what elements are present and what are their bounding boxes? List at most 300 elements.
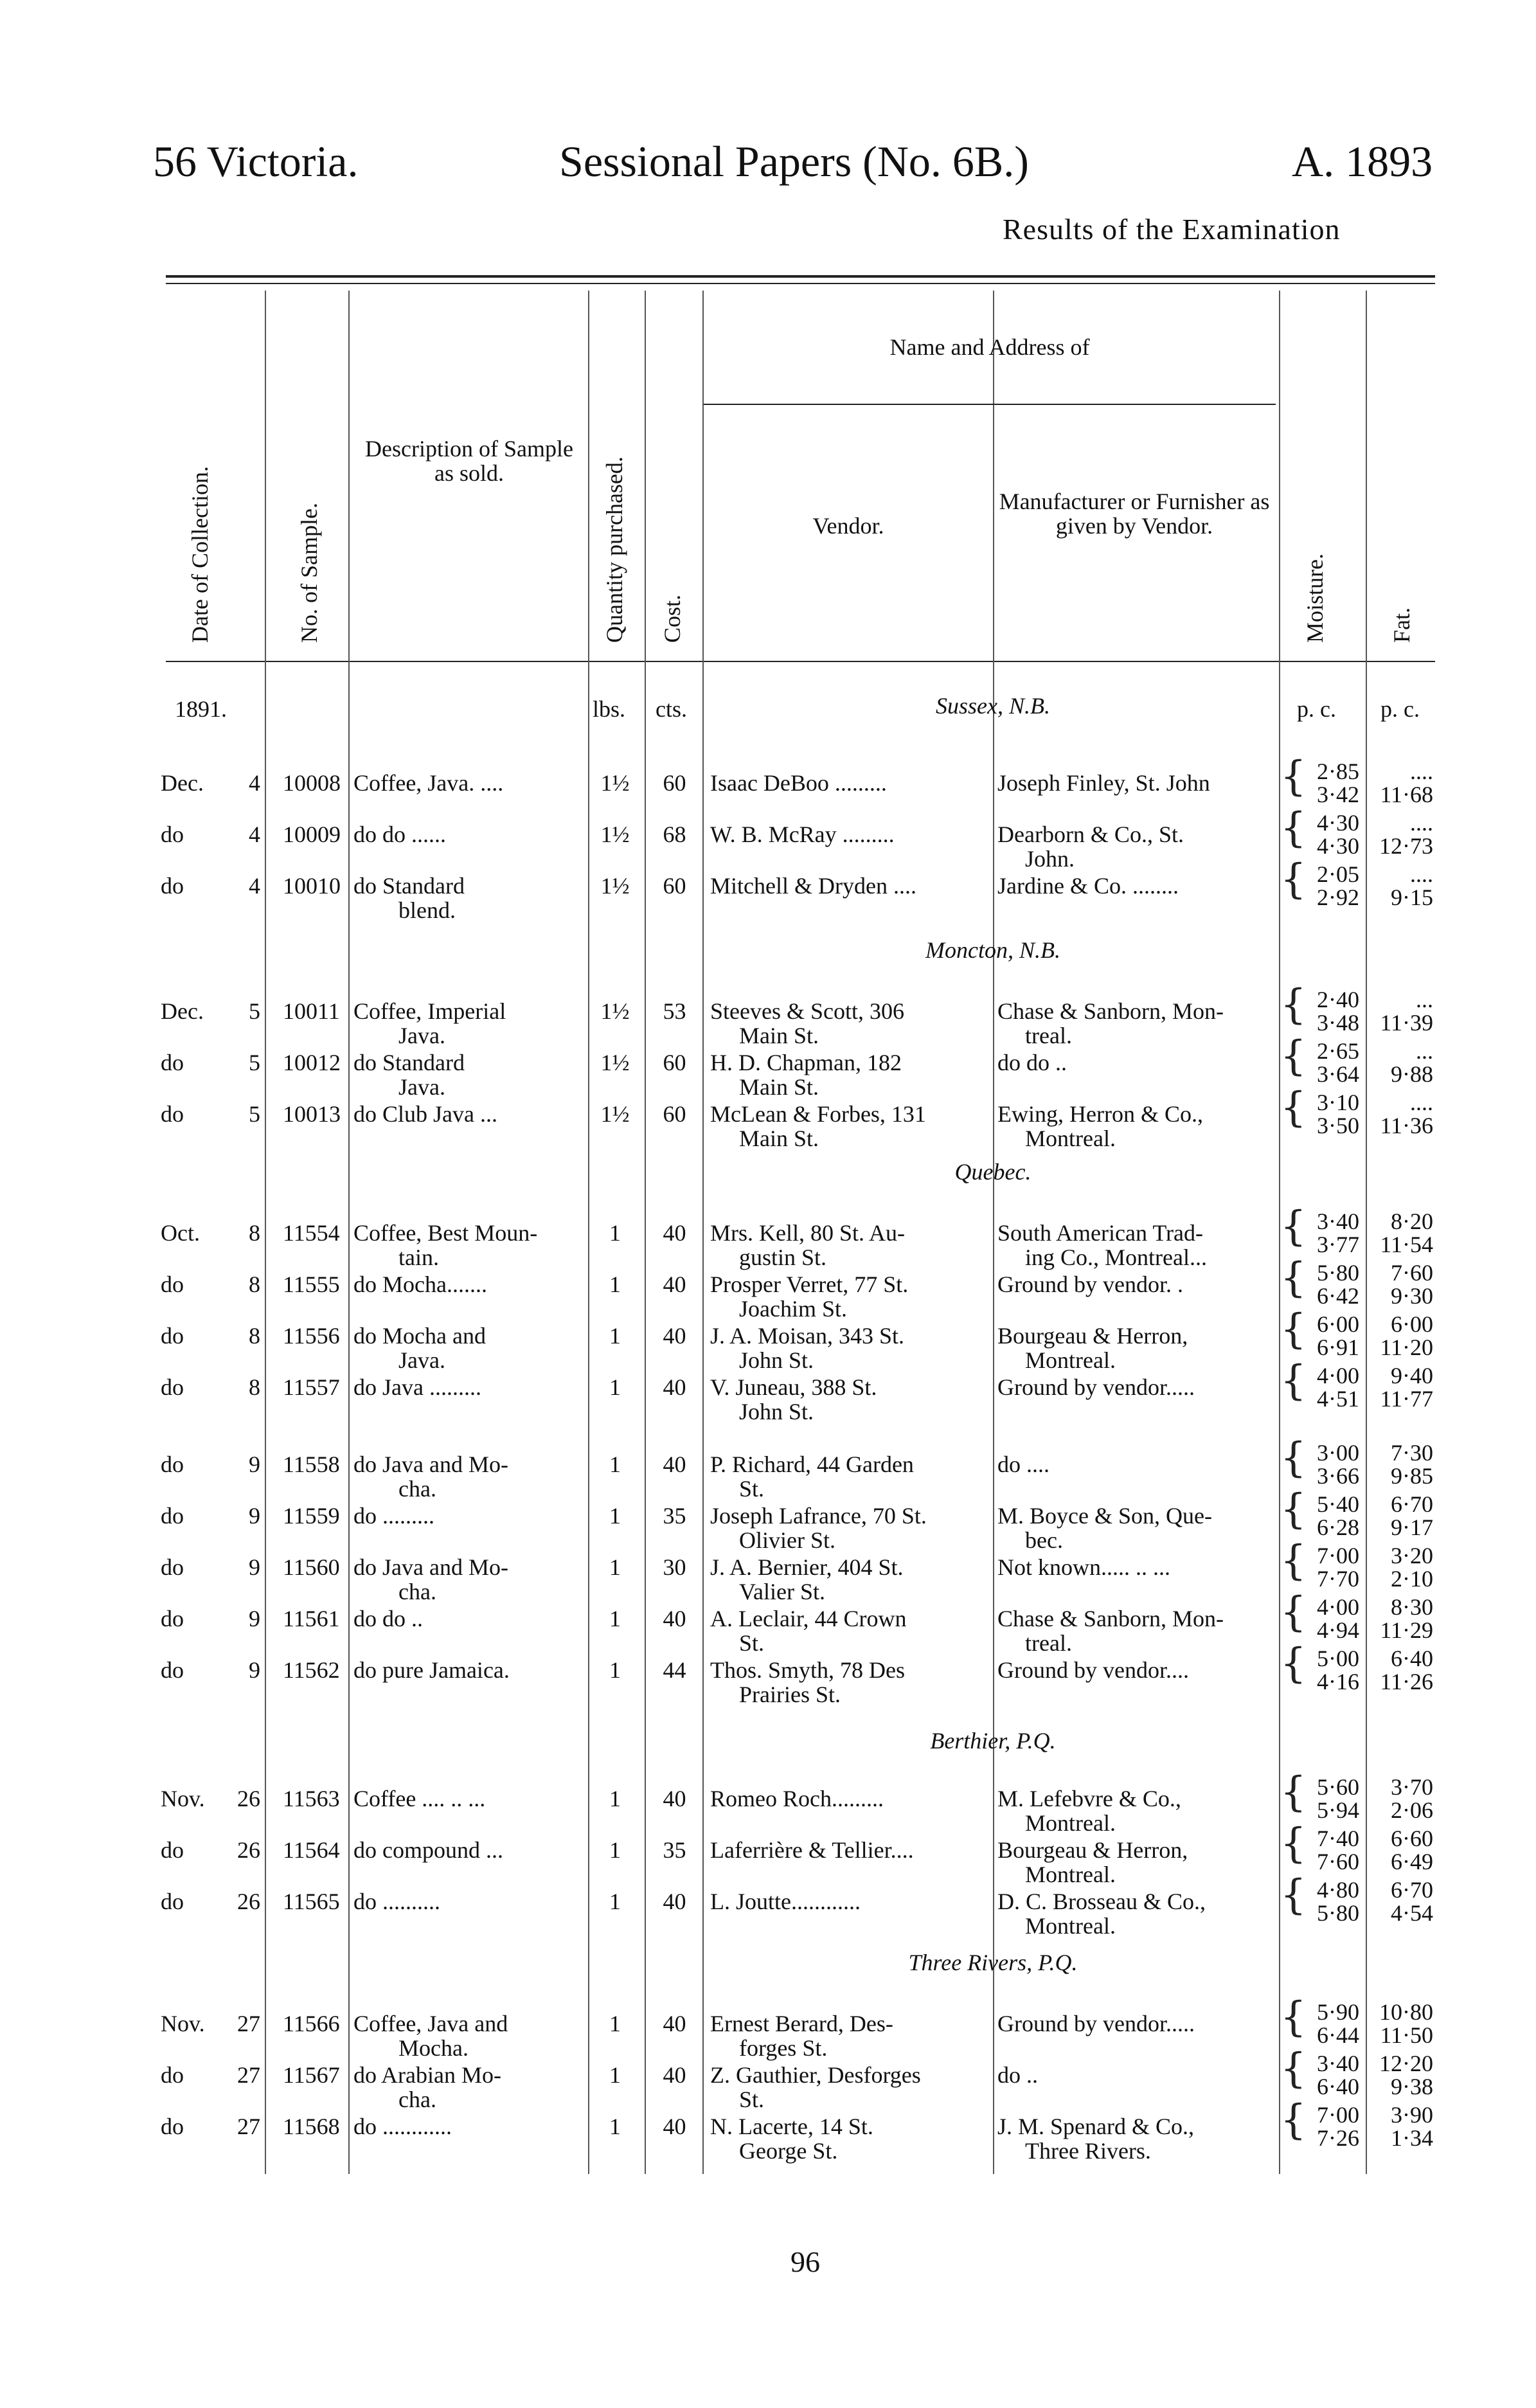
vendor-cell: W. B. McRay .........	[710, 822, 895, 847]
vendor-cell: H. D. Chapman, 182	[710, 1050, 902, 1075]
column-divider	[993, 291, 994, 2174]
col-quantity: Quantity purchased.	[602, 456, 627, 643]
sample-cell: 11566	[283, 2011, 340, 2036]
manufacturer-cell: do ..	[997, 2062, 1038, 2088]
section-place: Moncton, N.B.	[925, 937, 1060, 963]
cost-cell: 53	[663, 998, 686, 1024]
brace-mark: {	[1280, 804, 1307, 852]
cost-cell: 60	[663, 1050, 686, 1075]
cost-cell: 40	[663, 1889, 686, 1914]
vendor-cell: Ernest Berard, Des-	[710, 2011, 893, 2036]
manufacturer-cont: bec.	[1025, 1527, 1063, 1553]
fat-value: 9·88	[1391, 1061, 1433, 1087]
manufacturer-cell: do ....	[997, 1451, 1049, 1477]
cost-cell: 40	[663, 2011, 686, 2036]
description-cont: blend.	[398, 897, 456, 923]
description-cell: Coffee, Best Moun-	[353, 1220, 538, 1246]
top-rule-2	[166, 283, 1435, 284]
fat-value: ...	[1416, 1038, 1433, 1064]
date-cell: Dec.	[161, 998, 204, 1024]
sample-cell: 10012	[283, 1050, 341, 1075]
fat-value: 11·36	[1380, 1113, 1433, 1138]
description-cont: tain.	[398, 1244, 439, 1270]
moisture-value: 3·40	[1317, 2051, 1359, 2076]
sample-cell: 11558	[283, 1451, 340, 1477]
manufacturer-cont: John.	[1025, 846, 1075, 872]
section-place: Sussex, N.B.	[936, 693, 1050, 719]
brace-mark: {	[1280, 1434, 1307, 1482]
day-cell: 26	[237, 1786, 260, 1811]
vendor-cont: Joachim St.	[739, 1296, 847, 1322]
moisture-value: 6·44	[1317, 2022, 1359, 2048]
description-cell: Coffee, Java and	[353, 2011, 508, 2036]
top-rule	[166, 275, 1435, 278]
date-cell: do	[161, 2062, 184, 2088]
brace-mark: {	[1280, 1820, 1307, 1867]
description-cont: cha.	[398, 2087, 436, 2112]
date-cell: do	[161, 1374, 184, 1400]
cost-cell: 60	[663, 770, 686, 796]
vendor-cell: Mitchell & Dryden ....	[710, 873, 916, 899]
quantity-cell: 1	[609, 1606, 621, 1631]
brace-mark: {	[1280, 1588, 1307, 1636]
unit-moisture: p. c.	[1297, 696, 1336, 722]
sample-cell: 10011	[283, 998, 340, 1024]
day-cell: 4	[249, 822, 260, 847]
day-cell: 4	[249, 873, 260, 899]
description-cont: Java.	[398, 1074, 445, 1100]
vendor-cont: Olivier St.	[739, 1527, 835, 1553]
moisture-value: 3·10	[1317, 1090, 1359, 1115]
quantity-cell: 1	[609, 1889, 621, 1914]
quantity-cell: 1½	[600, 770, 630, 796]
header-left: 56 Victoria.	[153, 137, 359, 186]
moisture-value: 6·42	[1317, 1283, 1359, 1309]
vendor-cell: Steeves & Scott, 306	[710, 998, 904, 1024]
fat-value: 11·20	[1380, 1334, 1433, 1360]
name-address-rule	[704, 404, 1276, 405]
cost-cell: 40	[663, 1374, 686, 1400]
date-cell: do	[161, 1451, 184, 1477]
quantity-cell: 1½	[600, 998, 630, 1024]
sample-cell: 10010	[283, 873, 341, 899]
moisture-value: 4·30	[1317, 810, 1359, 836]
description-cell: do Mocha.......	[353, 1271, 487, 1297]
moisture-value: 4·30	[1317, 833, 1359, 859]
brace-mark: {	[1280, 1032, 1307, 1080]
moisture-value: 3·66	[1317, 1463, 1359, 1489]
manufacturer-cell: Chase & Sanborn, Mon-	[997, 1606, 1224, 1631]
brace-mark: {	[1280, 1993, 1307, 2041]
vendor-cont: John St.	[739, 1347, 814, 1373]
brace-mark: {	[1280, 1357, 1307, 1405]
sample-cell: 11560	[283, 1554, 340, 1580]
page-subtitle: Results of the Examination	[1003, 213, 1341, 246]
day-cell: 9	[249, 1451, 260, 1477]
vendor-cell: Isaac DeBoo .........	[710, 770, 887, 796]
manufacturer-cell: South American Trad-	[997, 1220, 1203, 1246]
day-cell: 9	[249, 1554, 260, 1580]
description-cell: Coffee .... .. ...	[353, 1786, 486, 1811]
fat-value: 2·10	[1391, 1566, 1433, 1592]
sample-cell: 11556	[283, 1323, 340, 1349]
sample-cell: 11568	[283, 2114, 340, 2139]
manufacturer-cell: Not known..... .. ...	[997, 1554, 1170, 1580]
manufacturer-cell: Dearborn & Co., St.	[997, 822, 1184, 847]
moisture-value: 3·64	[1317, 1061, 1359, 1087]
description-cell: do ............	[353, 2114, 452, 2139]
cost-cell: 30	[663, 1554, 686, 1580]
vendor-cell: McLean & Forbes, 131	[710, 1101, 926, 1127]
date-cell: Nov.	[161, 2011, 205, 2036]
manufacturer-cell: Chase & Sanborn, Mon-	[997, 998, 1224, 1024]
moisture-value: 5·40	[1317, 1491, 1359, 1517]
fat-value: ...	[1416, 987, 1433, 1012]
description-cell: do do ......	[353, 822, 446, 847]
col-name-address: Name and Address of	[889, 334, 1090, 360]
brace-mark: {	[1280, 1203, 1307, 1250]
fat-value: 9·30	[1391, 1283, 1433, 1309]
day-cell: 8	[249, 1323, 260, 1349]
quantity-cell: 1	[609, 2011, 621, 2036]
fat-value: 11·39	[1380, 1010, 1433, 1036]
description-cell: Coffee, Imperial	[353, 998, 506, 1024]
day-cell: 5	[249, 1101, 260, 1127]
fat-value: ....	[1410, 861, 1433, 887]
date-cell: do	[161, 1606, 184, 1631]
fat-value: 1·34	[1391, 2125, 1433, 2151]
fat-value: ....	[1410, 759, 1433, 784]
moisture-value: 7·60	[1317, 1849, 1359, 1874]
sample-cell: 11562	[283, 1657, 340, 1683]
col-manufacturer-label: Manufacturer or Furnisher as given by Vendor.	[999, 489, 1270, 539]
sample-cell: 11567	[283, 2062, 340, 2088]
fat-value: 3·70	[1391, 1774, 1433, 1800]
sample-cell: 11555	[283, 1271, 340, 1297]
sample-cell: 11557	[283, 1374, 340, 1400]
sample-cell: 10013	[283, 1101, 341, 1127]
day-cell: 5	[249, 998, 260, 1024]
sample-cell: 11565	[283, 1889, 340, 1914]
page-number: 96	[790, 2245, 820, 2278]
description-cell: do Java .........	[353, 1374, 481, 1400]
description-cell: do ..........	[353, 1889, 440, 1914]
fat-value: 6·60	[1391, 1826, 1433, 1851]
manufacturer-cell: Bourgeau & Herron,	[997, 1837, 1188, 1863]
vendor-cont: Prairies St.	[739, 1682, 841, 1707]
day-cell: 9	[249, 1657, 260, 1683]
quantity-cell: 1	[609, 2062, 621, 2088]
moisture-value: 3·50	[1317, 1113, 1359, 1138]
vendor-cont: Main St.	[739, 1126, 819, 1151]
header-right: A. 1893	[1292, 137, 1433, 186]
column-divider	[348, 291, 350, 2174]
cost-cell: 40	[663, 1451, 686, 1477]
fat-value: 7·60	[1391, 1260, 1433, 1286]
description-cell: do Java and Mo-	[353, 1451, 508, 1477]
vendor-cell: Romeo Roch.........	[710, 1786, 884, 1811]
vendor-cont: George St.	[739, 2138, 838, 2164]
fat-value: 11·50	[1380, 2022, 1433, 2048]
moisture-value: 6·91	[1317, 1334, 1359, 1360]
vendor-cont: St.	[739, 2087, 765, 2112]
moisture-value: 3·48	[1317, 1010, 1359, 1036]
quantity-cell: 1	[609, 1786, 621, 1811]
cost-cell: 60	[663, 873, 686, 899]
moisture-value: 3·00	[1317, 1440, 1359, 1466]
moisture-value: 5·90	[1317, 1999, 1359, 2025]
fat-value: 11·29	[1380, 1617, 1433, 1643]
vendor-cont: forges St.	[739, 2035, 828, 2061]
vendor-cont: gustin St.	[739, 1244, 827, 1270]
fat-value: 8·20	[1391, 1208, 1433, 1234]
date-cell: do	[161, 1657, 184, 1683]
vendor-cell: L. Joutte............	[710, 1889, 861, 1914]
col-manufacturer	[993, 490, 1276, 539]
date-cell: do	[161, 1271, 184, 1297]
moisture-value: 4·16	[1317, 1669, 1359, 1694]
quantity-cell: 1	[609, 1374, 621, 1400]
description-cell: Coffee, Java. ....	[353, 770, 504, 796]
vendor-cell: Mrs. Kell, 80 St. Au-	[710, 1220, 906, 1246]
day-cell: 9	[249, 1503, 260, 1529]
cost-cell: 40	[663, 1271, 686, 1297]
day-cell: 5	[249, 1050, 260, 1075]
brace-mark: {	[1280, 1871, 1307, 1919]
cost-cell: 40	[663, 1220, 686, 1246]
description-cont: Mocha.	[398, 2035, 469, 2061]
moisture-value: 2·05	[1317, 861, 1359, 887]
quantity-cell: 1½	[600, 1101, 630, 1127]
day-cell: 27	[237, 2011, 260, 2036]
quantity-cell: 1	[609, 1554, 621, 1580]
fat-value: ....	[1410, 810, 1433, 836]
fat-value: 7·30	[1391, 1440, 1433, 1466]
moisture-value: 7·40	[1317, 1826, 1359, 1851]
fat-value: 11·26	[1380, 1669, 1433, 1694]
unit-lbs: lbs.	[593, 696, 626, 722]
day-cell: 8	[249, 1271, 260, 1297]
fat-value: 11·77	[1380, 1386, 1433, 1412]
cost-cell: 40	[663, 1606, 686, 1631]
col-date: Date of Collection.	[187, 466, 213, 643]
sample-cell: 11563	[283, 1786, 340, 1811]
moisture-value: 4·00	[1317, 1594, 1359, 1620]
vendor-cell: Z. Gauthier, Desforges	[710, 2062, 921, 2088]
cost-cell: 40	[663, 1786, 686, 1811]
day-cell: 9	[249, 1606, 260, 1631]
date-cell: do	[161, 1101, 184, 1127]
moisture-value: 7·00	[1317, 2102, 1359, 2128]
day-cell: 26	[237, 1889, 260, 1914]
moisture-value: 6·00	[1317, 1311, 1359, 1337]
brace-mark: {	[1280, 1768, 1307, 1816]
fat-value: 6·40	[1391, 1646, 1433, 1671]
moisture-value: 5·94	[1317, 1797, 1359, 1823]
fat-value: 6·70	[1391, 1491, 1433, 1517]
description-cell: do Mocha and	[353, 1323, 486, 1349]
description-cell: do Arabian Mo-	[353, 2062, 501, 2088]
quantity-cell: 1	[609, 1271, 621, 1297]
moisture-value: 3·77	[1317, 1232, 1359, 1257]
brace-mark: {	[1280, 856, 1307, 903]
quantity-cell: 1½	[600, 822, 630, 847]
brace-mark: {	[1280, 753, 1307, 800]
description-cell: do compound ...	[353, 1837, 503, 1863]
fat-value: 3·20	[1391, 1543, 1433, 1568]
vendor-cont: John St.	[739, 1399, 814, 1424]
cost-cell: 40	[663, 2062, 686, 2088]
date-cell: do	[161, 2114, 184, 2139]
vendor-cell: N. Lacerte, 14 St.	[710, 2114, 873, 2139]
header-bottom-rule	[166, 661, 1435, 662]
brace-mark: {	[1280, 1254, 1307, 1302]
quantity-cell: 1	[609, 1837, 621, 1863]
moisture-value: 4·94	[1317, 1617, 1359, 1643]
vendor-cont: Valier St.	[739, 1579, 825, 1604]
vendor-cell: P. Richard, 44 Garden	[710, 1451, 914, 1477]
manufacturer-cell: Ground by vendor. .	[997, 1271, 1183, 1297]
cost-cell: 35	[663, 1503, 686, 1529]
description-cont: Java.	[398, 1023, 445, 1048]
manufacturer-cell: Joseph Finley, St. John	[997, 770, 1210, 796]
fat-value: 9·15	[1391, 885, 1433, 910]
day-cell: 26	[237, 1837, 260, 1863]
moisture-value: 5·80	[1317, 1260, 1359, 1286]
cost-cell: 35	[663, 1837, 686, 1863]
moisture-value: 2·65	[1317, 1038, 1359, 1064]
date-cell: do	[161, 1554, 184, 1580]
brace-mark: {	[1280, 2045, 1307, 2092]
col-description-label: Description of Sample as sold.	[365, 436, 573, 486]
description-cell: do do ..	[353, 1606, 423, 1631]
cost-cell: 60	[663, 1101, 686, 1127]
brace-mark: {	[1280, 1486, 1307, 1533]
col-cost: Cost.	[659, 594, 685, 643]
date-cell: do	[161, 1503, 184, 1529]
cost-cell: 44	[663, 1657, 686, 1683]
moisture-value: 2·40	[1317, 987, 1359, 1012]
description-cont: cha.	[398, 1476, 436, 1502]
quantity-cell: 1	[609, 1323, 621, 1349]
quantity-cell: 1	[609, 1220, 621, 1246]
header-center: Sessional Papers (No. 6B.)	[559, 137, 1029, 186]
cost-cell: 68	[663, 822, 686, 847]
day-cell: 8	[249, 1220, 260, 1246]
column-divider	[588, 291, 589, 2174]
col-moisture: Moisture.	[1302, 553, 1328, 643]
quantity-cell: 1	[609, 1451, 621, 1477]
manufacturer-cell: Ground by vendor.....	[997, 1374, 1195, 1400]
vendor-cont: Main St.	[739, 1074, 819, 1100]
vendor-cell: Joseph Lafrance, 70 St.	[710, 1503, 927, 1529]
date-cell: do	[161, 1837, 184, 1863]
description-cell: do Java and Mo-	[353, 1554, 508, 1580]
manufacturer-cell: M. Lefebvre & Co.,	[997, 1786, 1181, 1811]
description-cell: do .........	[353, 1503, 434, 1529]
cost-cell: 40	[663, 2114, 686, 2139]
moisture-value: 4·80	[1317, 1877, 1359, 1903]
column-divider	[702, 291, 704, 2174]
sample-cell: 11559	[283, 1503, 340, 1529]
col-description	[360, 437, 578, 486]
date-cell: Nov.	[161, 1786, 205, 1811]
sample-cell: 10008	[283, 770, 341, 796]
vendor-cont: Main St.	[739, 1023, 819, 1048]
fat-value: 6·00	[1391, 1311, 1433, 1337]
fat-value: 10·80	[1379, 1999, 1433, 2025]
brace-mark: {	[1280, 1084, 1307, 1131]
moisture-value: 2·85	[1317, 759, 1359, 784]
manufacturer-cell: Bourgeau & Herron,	[997, 1323, 1188, 1349]
description-cell: do Standard	[353, 873, 465, 899]
vendor-cell: Prosper Verret, 77 St.	[710, 1271, 909, 1297]
vendor-cell: J. A. Bernier, 404 St.	[710, 1554, 904, 1580]
description-cell: do pure Jamaica.	[353, 1657, 510, 1683]
moisture-value: 7·26	[1317, 2125, 1359, 2151]
manufacturer-cont: treal.	[1025, 1023, 1072, 1048]
moisture-value: 3·42	[1317, 782, 1359, 807]
quantity-cell: 1½	[600, 1050, 630, 1075]
quantity-cell: 1	[609, 1657, 621, 1683]
vendor-cell: V. Juneau, 388 St.	[710, 1374, 877, 1400]
vendor-cont: St.	[739, 1476, 765, 1502]
col-sample: No. of Sample.	[296, 503, 322, 643]
date-cell: do	[161, 873, 184, 899]
description-cell: do Club Java ...	[353, 1101, 497, 1127]
quantity-cell: 1	[609, 2114, 621, 2139]
manufacturer-cont: treal.	[1025, 1630, 1072, 1656]
fat-value: 12·20	[1379, 2051, 1433, 2076]
fat-value: 11·54	[1380, 1232, 1433, 1257]
manufacturer-cont: Three Rivers.	[1025, 2138, 1151, 2164]
moisture-value: 5·00	[1317, 1646, 1359, 1671]
fat-value: 3·90	[1391, 2102, 1433, 2128]
vendor-cell: A. Leclair, 44 Crown	[710, 1606, 907, 1631]
vendor-cont: St.	[739, 1630, 765, 1656]
vendor-cell: J. A. Moisan, 343 St.	[710, 1323, 905, 1349]
cost-cell: 40	[663, 1323, 686, 1349]
date-cell: Dec.	[161, 770, 204, 796]
manufacturer-cont: Montreal.	[1025, 1810, 1116, 1836]
manufacturer-cell: M. Boyce & Son, Que-	[997, 1503, 1212, 1529]
manufacturer-cont: Montreal.	[1025, 1913, 1116, 1939]
column-divider	[645, 291, 646, 2174]
sample-cell: 11561	[283, 1606, 340, 1631]
col-vendor: Vendor.	[812, 513, 884, 539]
manufacturer-cont: Montreal.	[1025, 1347, 1116, 1373]
moisture-value: 6·40	[1317, 2074, 1359, 2099]
manufacturer-cell: do do ..	[997, 1050, 1067, 1075]
manufacturer-cell: D. C. Brosseau & Co.,	[997, 1889, 1206, 1914]
sample-cell: 11564	[283, 1837, 340, 1863]
vendor-cell: Thos. Smyth, 78 Des	[710, 1657, 906, 1683]
manufacturer-cell: Ewing, Herron & Co.,	[997, 1101, 1203, 1127]
day-cell: 27	[237, 2114, 260, 2139]
date-cell: Oct.	[161, 1220, 200, 1246]
manufacturer-cell: Jardine & Co. ........	[997, 873, 1179, 899]
day-cell: 4	[249, 770, 260, 796]
brace-mark: {	[1280, 1640, 1307, 1687]
moisture-value: 7·00	[1317, 1543, 1359, 1568]
col-fat: Fat.	[1389, 607, 1415, 643]
moisture-value: 3·40	[1317, 1208, 1359, 1234]
manufacturer-cell: J. M. Spenard & Co.,	[997, 2114, 1194, 2139]
manufacturer-cont: Montreal.	[1025, 1126, 1116, 1151]
moisture-value: 5·80	[1317, 1900, 1359, 1926]
brace-mark: {	[1280, 981, 1307, 1029]
unit-cts: cts.	[656, 696, 687, 722]
